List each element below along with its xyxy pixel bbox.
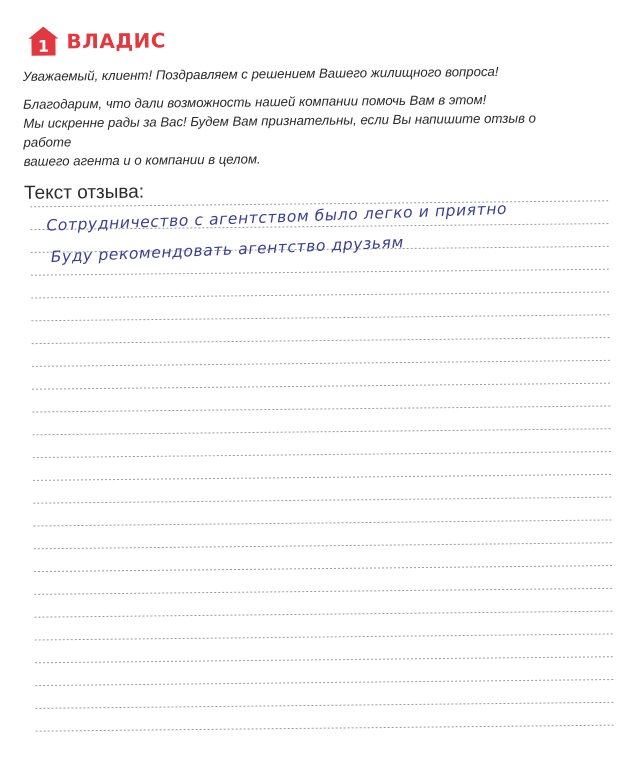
ruled-line — [32, 360, 612, 366]
handwritten-review-line-1: Сотрудничество с агентством было легко и приятно — [46, 199, 508, 235]
thanks-line: Благодарим, что дали возможность нашей компании помочь Вам в этом! — [23, 92, 487, 112]
ruled-line — [34, 543, 614, 549]
handwritten-review-line-2: Буду рекомендовать агентство друзьям — [50, 233, 405, 267]
house-key-icon — [26, 24, 60, 58]
brand-logo — [26, 23, 166, 58]
ruled-line — [35, 657, 615, 663]
ruled-line — [34, 566, 614, 572]
thanks-text — [23, 89, 584, 171]
ruled-line — [32, 406, 612, 412]
ruled-line — [33, 429, 613, 435]
ruled-lines — [30, 191, 616, 757]
ruled-line — [31, 269, 611, 275]
brand-name: ВЛАДИС — [66, 28, 167, 54]
ruled-line — [35, 702, 615, 708]
request-line: Мы искренне рады за Вас! Будем Вам признательны, если Вы напишите отзыв о работе — [23, 110, 537, 150]
greeting-text: Уважаемый, клиент! Поздравляем с решением Вашего жилищного вопроса! — [22, 63, 499, 84]
ruled-line — [31, 315, 611, 321]
ruled-line — [34, 520, 614, 526]
review-title: Текст отзыва: — [23, 181, 145, 204]
ruled-line — [34, 588, 614, 594]
logo-digit: 1 — [37, 36, 50, 56]
ruled-line — [34, 611, 614, 617]
ruled-line — [31, 292, 611, 298]
ruled-line — [33, 497, 613, 503]
ruled-line — [32, 383, 612, 389]
ruled-line — [35, 634, 615, 640]
ruled-line — [35, 680, 615, 686]
ruled-line — [36, 725, 616, 731]
request-line-continued: вашего агента и о компании в целом. — [23, 151, 261, 169]
ruled-line — [33, 452, 613, 458]
ruled-line — [33, 474, 613, 480]
ruled-line — [32, 338, 612, 344]
